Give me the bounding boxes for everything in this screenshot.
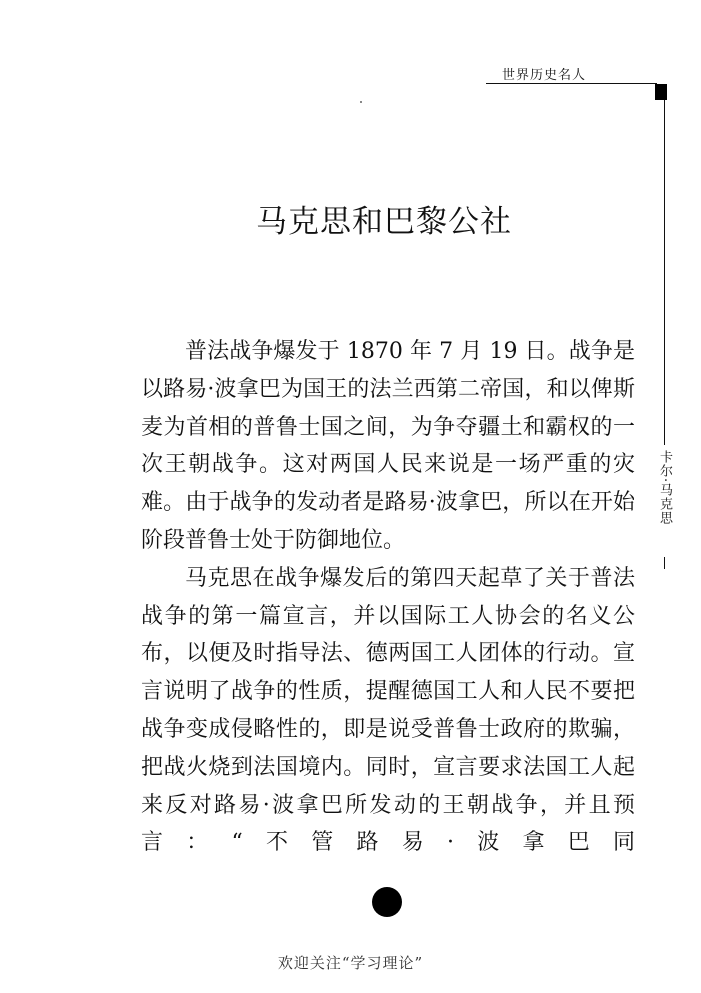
side-label: 卡尔·马克思 (657, 450, 672, 526)
series-title: 世界历史名人 (502, 68, 587, 83)
chapter-title: 马克思和巴黎公社 (256, 204, 512, 240)
side-rule-top (664, 100, 665, 445)
paragraph-1: 普法战争爆发于 1870 年 7 月 19 日。战争是以路易·波拿巴为国王的法兰西第二帝国，和以俾斯麦为首相的普鲁士国之间，为争夺疆土和霸权的一次王朝战争。这对两国人民来说是一场严重的灾难。由于战争的发动者是路易·波拿巴，所以在开始阶段普鲁士处于防御地位。 (141, 339, 635, 553)
body-text (141, 333, 635, 862)
side-rule-bottom (664, 557, 665, 569)
corner-marker (655, 84, 667, 100)
header-rule (486, 83, 657, 84)
paragraph-2: 马克思在战争爆发后的第四天起草了关于普法战争的第一篇宣言，并以国际工人协会的名义公布，以便及时指导法、德两国工人团体的行动。宣言说明了战争的性质，提醒德国工人和人民不要把战争变成侵略性的，即是说受普鲁士政府的欺骗，把战火烧到法国境内。同时，宣言要求法国工人起来反对路易·波拿巴所发动的王朝战争，并且预言：“不管路易·波拿巴同 (141, 565, 635, 856)
footer-text: 欢迎关注“学习理论” (277, 954, 424, 972)
scan-speck (360, 101, 362, 103)
page-marker-dot (372, 887, 402, 917)
